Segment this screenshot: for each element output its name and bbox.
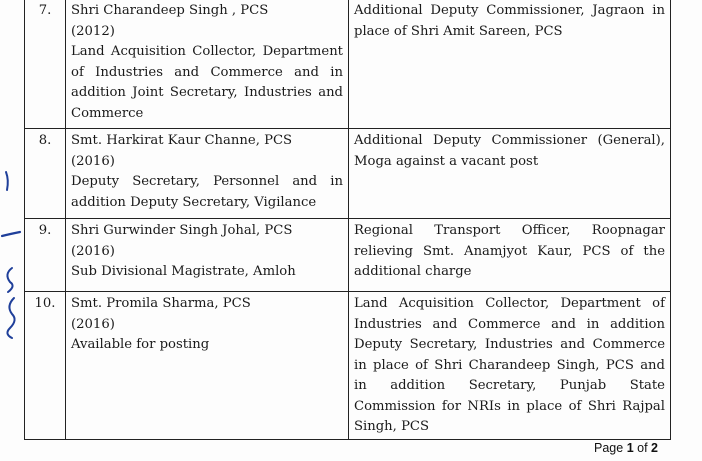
current-post: Land Acquisition Collector, Department of Industries and Commerce and in addition Joint Secretary, Industries and Commerce [71, 44, 343, 121]
posted-as: Additional Deputy Commissioner (General), Moga against a vacant post [354, 133, 665, 169]
officer-cell [66, 292, 349, 440]
posted-as-cell [349, 129, 671, 219]
serial-number-cell [25, 0, 66, 129]
batch-year: (2016) [71, 316, 115, 332]
posted-as-cell [349, 219, 671, 292]
posted-as: Additional Deputy Commissioner, Jagraon in place of Shri Amit Sareen, PCS [354, 3, 665, 39]
serial-number: 8. [38, 133, 52, 148]
table-row [25, 292, 671, 440]
serial-number-cell [25, 219, 66, 292]
page-label: Page [594, 441, 624, 455]
batch-year: (2016) [71, 153, 115, 169]
posted-as: Land Acquisition Collector, Department of Industries and Commerce and in addition Deputy Secretary, Industries and Commerce in place of Shri Charandeep Singh, PCS and in addition Secretary, Punjab State Commission for NRIs in place of Shri Rajpal Singh, PCS [354, 296, 665, 434]
batch-year: (2012) [71, 23, 115, 39]
current-post: Sub Divisional Magistrate, Amloh [71, 264, 296, 279]
serial-number: 10. [34, 296, 56, 311]
officer-name: Shri Gurwinder Singh Johal, PCS [71, 223, 293, 238]
officer-cell [66, 219, 349, 292]
posting-orders-table [24, 0, 671, 440]
table-row [25, 129, 671, 219]
of-label: of [637, 441, 648, 455]
officer-cell [66, 0, 349, 129]
posted-as-cell [349, 0, 671, 129]
serial-number: 9. [38, 223, 52, 238]
page-footer [594, 441, 658, 455]
officer-cell [66, 129, 349, 219]
officer-name: Smt. Harkirat Kaur Channe, PCS [71, 133, 293, 148]
current-page-number: 1 [626, 441, 634, 455]
current-post: Available for posting [71, 337, 210, 352]
serial-number-cell [25, 292, 66, 440]
serial-number: 7. [38, 3, 52, 18]
current-post: Deputy Secretary, Personnel and in addition Deputy Secretary, Vigilance [71, 174, 343, 210]
table-row [25, 0, 671, 129]
batch-year: (2016) [71, 243, 115, 259]
table-row [25, 219, 671, 292]
officer-name: Smt. Promila Sharma, PCS [71, 296, 251, 311]
serial-number-cell [25, 129, 66, 219]
handwritten-pen-mark [0, 150, 22, 350]
officer-name: Shri Charandeep Singh , PCS [71, 3, 269, 18]
posted-as-cell [349, 292, 671, 440]
total-pages-number: 2 [651, 441, 658, 455]
posted-as: Regional Transport Officer, Roopnagar relieving Smt. Anamjyot Kaur, PCS of the additional charge [354, 223, 665, 279]
